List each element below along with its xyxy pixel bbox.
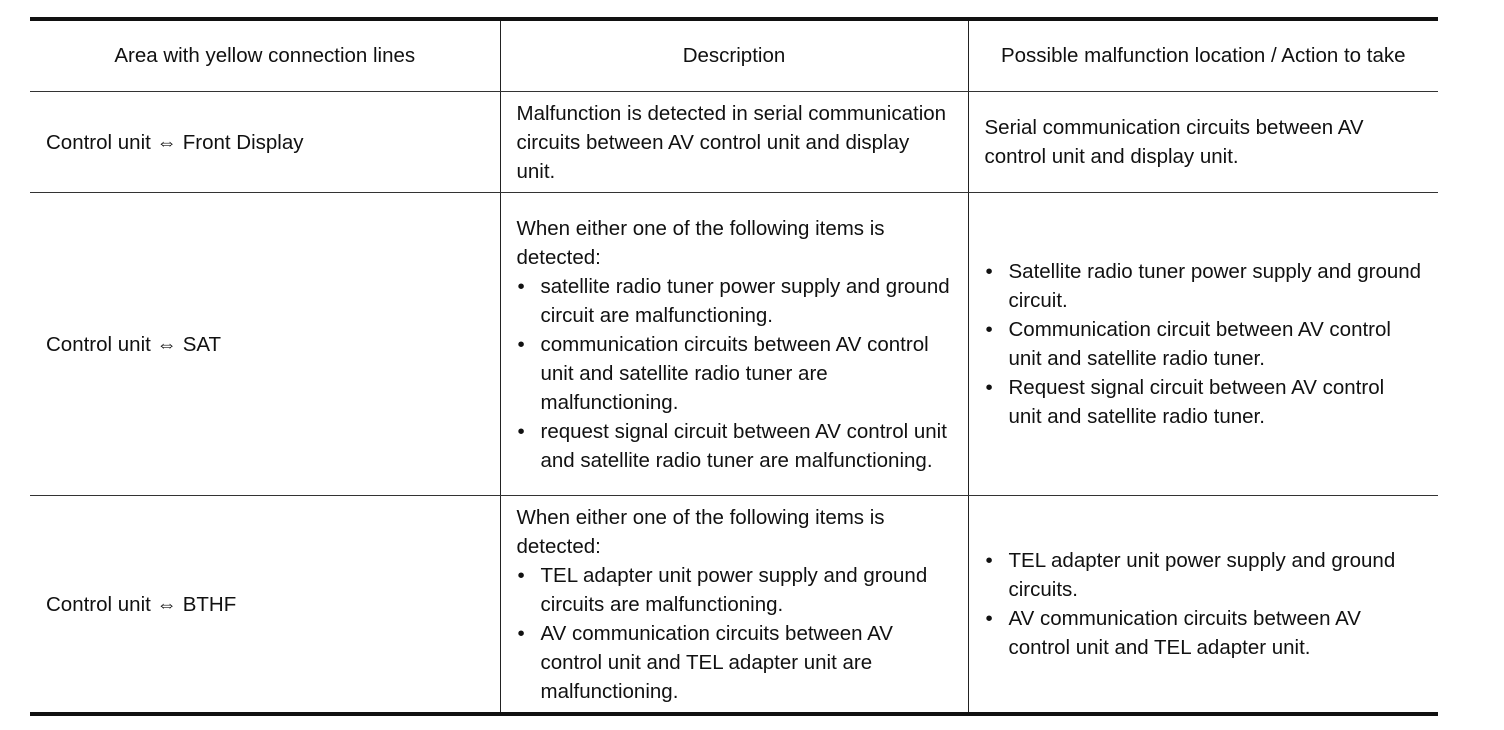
action-cell [968, 92, 1438, 193]
table-header [30, 19, 1438, 92]
header-action: Possible malfunction location / Action to take [968, 19, 1438, 92]
action-bullet-list [985, 546, 1423, 662]
bullet-item: • communication circuits between AV control unit and satellite radio tuner are malfunctioning. [517, 330, 952, 417]
table-row [30, 496, 1438, 715]
description-cell [500, 496, 968, 715]
bullet-item: • TEL adapter unit power supply and ground circuits are malfunctioning. [517, 561, 952, 619]
bullet-item: • AV communication circuits between AV control unit and TEL adapter unit are malfunctioning. [517, 619, 952, 706]
action-text: Serial communication circuits between AV control unit and display unit. [984, 116, 1364, 168]
area-cell: Control unit ⇔ SAT [30, 193, 500, 496]
area-cell: Control unit ⇔ BTHF [30, 496, 500, 715]
header-area: Area with yellow connection lines [30, 19, 500, 92]
description-bullet-list [517, 561, 952, 706]
description-intro: When either one of the following items is detected: [516, 216, 885, 269]
table-row [30, 92, 1438, 193]
area-cell: Control unit ⇔ Front Display [30, 92, 500, 193]
malfunction-table [30, 17, 1438, 716]
description-intro: When either one of the following items is detected: [516, 505, 885, 558]
table-body [30, 92, 1438, 715]
description-cell [500, 92, 968, 193]
bullet-item: • TEL adapter unit power supply and ground circuits. [985, 546, 1423, 604]
table-row [30, 193, 1438, 496]
description-cell [500, 193, 968, 496]
bullet-item: • Communication circuit between AV control unit and satellite radio tuner. [985, 315, 1423, 373]
bullet-item: • request signal circuit between AV control unit and satellite radio tuner are malfunctioning. [517, 417, 952, 475]
header-description: Description [500, 19, 968, 92]
action-bullet-list [985, 257, 1423, 431]
description-text: Malfunction is detected in serial communication circuits between AV control unit and display unit. [516, 101, 947, 183]
action-cell [968, 496, 1438, 715]
header-row [30, 19, 1438, 92]
bullet-item: • Satellite radio tuner power supply and ground circuit. [985, 257, 1423, 315]
bullet-item: • satellite radio tuner power supply and ground circuit are malfunctioning. [517, 272, 952, 330]
action-cell [968, 193, 1438, 496]
bullet-item: • AV communication circuits between AV control unit and TEL adapter unit. [985, 604, 1423, 662]
description-bullet-list [517, 272, 952, 475]
bullet-item: • Request signal circuit between AV control unit and satellite radio tuner. [985, 373, 1423, 431]
